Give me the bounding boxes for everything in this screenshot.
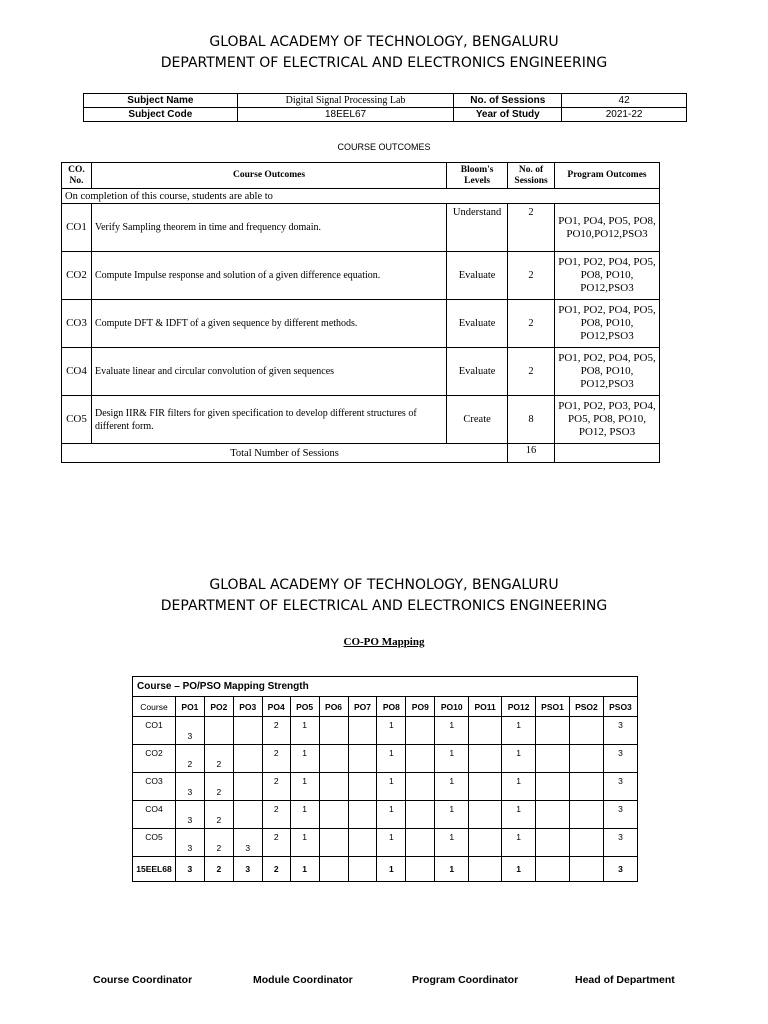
mapping-value-cell: 1 [377,829,406,857]
co-row [62,300,660,348]
mapping-value-cell: 1 [377,857,406,882]
co-row [62,252,660,300]
co-bloom-level: Create [447,396,508,444]
mapping-value-cell [569,829,603,857]
mapping-value-cell: 3 [175,773,204,801]
mapping-value-cell: 1 [290,857,319,882]
department-title: DEPARTMENT OF ELECTRICAL AND ELECTRONICS ENGINEERING [160,55,608,71]
mapping-value-cell [319,829,348,857]
year-label: Year of Study [454,108,562,122]
col-header: PO9 [406,697,435,717]
subject-name-label: Subject Name [84,94,238,108]
mapping-value-cell [569,801,603,829]
header-course-outcomes: Course Outcomes [91,163,446,189]
col-header: PO5 [290,697,319,717]
institute-title-2: GLOBAL ACADEMY OF TECHNOLOGY, BENGALURU [209,577,559,593]
co-bloom-level: Evaluate [447,300,508,348]
mapping-value-cell: 1 [502,829,536,857]
mapping-value-cell: 1 [290,829,319,857]
col-header: PSO1 [536,697,570,717]
mapping-row [133,857,638,882]
mapping-value-cell: 1 [502,773,536,801]
col-header: PO3 [233,697,262,717]
col-header: PSO3 [603,697,637,717]
mapping-value-cell [319,857,348,882]
mapping-value-cell [469,745,502,773]
co-po-mapping-table [132,676,638,882]
mapping-value-cell: 1 [290,745,319,773]
mapping-value-cell: 1 [435,717,469,745]
mapping-value-cell [233,773,262,801]
mapping-value-cell: 1 [435,857,469,882]
mapping-row [133,717,638,745]
mapping-row [133,801,638,829]
co-bloom-level: Evaluate [447,348,508,396]
mapping-value-cell: 1 [502,801,536,829]
co-description: Verify Sampling theorem in time and frequency domain. [91,204,446,252]
mapping-value-cell: 2 [262,801,290,829]
program-coordinator-label: Program Coordinator [412,974,519,986]
co-program-outcomes: PO1, PO2, PO4, PO5, PO8, PO10, PO12,PSO3 [555,300,660,348]
col-header: PO6 [319,697,348,717]
co-sessions: 8 [508,396,555,444]
mapping-value-cell [233,717,262,745]
header-blooms-levels: Bloom's Levels [447,163,508,189]
mapping-value-cell [319,745,348,773]
course-coordinator-label: Course Coordinator [93,974,193,986]
mapping-value-cell: 3 [175,801,204,829]
mapping-value-cell: 1 [377,745,406,773]
mapping-value-cell [536,717,570,745]
mapping-value-cell [348,717,377,745]
co-sessions: 2 [508,252,555,300]
mapping-value-cell: 2 [204,829,233,857]
co-program-outcomes: PO1, PO2, PO4, PO5, PO8, PO10, PO12,PSO3 [555,348,660,396]
mapping-value-cell [406,857,435,882]
col-header: PO8 [377,697,406,717]
col-header: PO4 [262,697,290,717]
co-po-mapping-title: CO-PO Mapping [343,636,425,648]
mapping-value-cell [348,773,377,801]
mapping-value-cell [348,857,377,882]
mapping-value-cell: 2 [204,801,233,829]
mapping-value-cell [536,801,570,829]
sessions-label: No. of Sessions [454,94,562,108]
co-sessions: 2 [508,204,555,252]
total-sessions-value: 16 [508,444,555,463]
mapping-value-cell [319,773,348,801]
mapping-value-cell: 1 [502,857,536,882]
mapping-value-cell: 3 [603,717,637,745]
mapping-value-cell: 1 [435,829,469,857]
co-bloom-level: Evaluate [447,252,508,300]
head-of-department-label: Head of Department [575,974,675,986]
co-number: CO2 [62,252,92,300]
mapping-value-cell: 1 [290,801,319,829]
co-sessions: 2 [508,348,555,396]
mapping-row [133,773,638,801]
co-program-outcomes: PO1, PO4, PO5, PO8, PO10,PO12,PSO3 [555,204,660,252]
mapping-course-cell: CO2 [133,745,176,773]
mapping-value-cell [233,801,262,829]
mapping-value-cell: 3 [175,857,204,882]
mapping-value-cell: 2 [204,857,233,882]
department-title-2: DEPARTMENT OF ELECTRICAL AND ELECTRONICS ENGINEERING [160,598,608,614]
course-outcomes-table [61,162,660,463]
co-row [62,396,660,444]
mapping-value-cell: 1 [290,717,319,745]
co-sessions: 2 [508,300,555,348]
mapping-value-cell [348,745,377,773]
mapping-value-cell: 3 [603,829,637,857]
mapping-value-cell: 1 [502,745,536,773]
mapping-value-cell: 1 [502,717,536,745]
co-description: Design IIR& FIR filters for given specification to develop different structures of different form. [91,396,446,444]
col-header: PSO2 [569,697,603,717]
mapping-course-cell: CO4 [133,801,176,829]
mapping-value-cell: 2 [175,745,204,773]
co-row [62,348,660,396]
mapping-value-cell: 2 [204,773,233,801]
mapping-value-cell: 3 [603,857,637,882]
mapping-value-cell: 3 [175,717,204,745]
sessions-value: 42 [562,94,687,108]
mapping-course-cell: 15EEL68 [133,857,176,882]
mapping-value-cell [319,801,348,829]
mapping-value-cell [569,717,603,745]
mapping-value-cell [536,857,570,882]
mapping-value-cell: 3 [233,857,262,882]
mapping-value-cell: 1 [435,773,469,801]
mapping-value-cell [536,829,570,857]
mapping-value-cell: 3 [603,773,637,801]
mapping-value-cell [319,717,348,745]
col-header: PO12 [502,697,536,717]
col-header: PO2 [204,697,233,717]
subject-code-label: Subject Code [84,108,238,122]
year-value: 2021-22 [562,108,687,122]
mapping-header-row [133,697,638,717]
subject-info-table [83,93,687,122]
mapping-value-cell: 3 [233,829,262,857]
col-header: PO11 [469,697,502,717]
mapping-value-cell [233,745,262,773]
total-sessions-label: Total Number of Sessions [62,444,508,463]
mapping-value-cell [204,717,233,745]
co-number: CO1 [62,204,92,252]
mapping-value-cell: 2 [262,829,290,857]
mapping-value-cell [348,829,377,857]
mapping-value-cell [406,717,435,745]
mapping-value-cell: 3 [603,745,637,773]
mapping-value-cell [569,857,603,882]
co-program-outcomes: PO1, PO2, PO4, PO5, PO8, PO10, PO12,PSO3 [555,252,660,300]
mapping-value-cell: 1 [435,801,469,829]
mapping-value-cell: 2 [262,857,290,882]
mapping-value-cell [569,745,603,773]
mapping-value-cell: 1 [290,773,319,801]
mapping-row [133,745,638,773]
mapping-table-title: Course – PO/PSO Mapping Strength [133,677,638,697]
mapping-value-cell [469,829,502,857]
header-program-outcomes: Program Outcomes [555,163,660,189]
mapping-value-cell: 2 [262,717,290,745]
intro-text: On completion of this course, students are able to [62,189,660,204]
mapping-value-cell: 1 [435,745,469,773]
header-co-no: CO. No. [62,163,92,189]
header-no-of-sessions: No. of Sessions [508,163,555,189]
mapping-value-cell: 2 [262,773,290,801]
mapping-value-cell [406,745,435,773]
mapping-value-cell [406,773,435,801]
mapping-value-cell [348,801,377,829]
co-program-outcomes: PO1, PO2, PO3, PO4, PO5, PO8, PO10, PO12, PSO3 [555,396,660,444]
mapping-value-cell [406,829,435,857]
total-empty-cell [555,444,660,463]
co-number: CO3 [62,300,92,348]
col-header: PO10 [435,697,469,717]
mapping-value-cell: 3 [603,801,637,829]
co-description: Compute DFT & IDFT of a given sequence by different methods. [91,300,446,348]
subject-name-value: Digital Signal Processing Lab [237,94,454,108]
module-coordinator-label: Module Coordinator [253,974,353,986]
mapping-course-cell: CO3 [133,773,176,801]
mapping-value-cell [469,857,502,882]
mapping-value-cell [406,801,435,829]
institute-title: GLOBAL ACADEMY OF TECHNOLOGY, BENGALURU [209,34,559,50]
mapping-value-cell: 1 [377,717,406,745]
co-row [62,204,660,252]
col-header: PO7 [348,697,377,717]
mapping-value-cell [536,745,570,773]
mapping-row [133,829,638,857]
co-number: CO5 [62,396,92,444]
co-description: Compute Impulse response and solution of a given difference equation. [91,252,446,300]
co-bloom-level: Understand [447,204,508,252]
course-outcomes-caption: COURSE OUTCOMES [337,142,431,152]
mapping-value-cell [469,717,502,745]
mapping-course-cell: CO1 [133,717,176,745]
mapping-value-cell: 3 [175,829,204,857]
mapping-value-cell [536,773,570,801]
mapping-value-cell: 2 [262,745,290,773]
mapping-value-cell [469,801,502,829]
mapping-course-cell: CO5 [133,829,176,857]
mapping-value-cell [469,773,502,801]
col-header: PO1 [175,697,204,717]
co-description: Evaluate linear and circular convolution of given sequences [91,348,446,396]
subject-code-value: 18EEL67 [237,108,454,122]
col-header: Course [133,697,176,717]
mapping-value-cell: 1 [377,801,406,829]
co-number: CO4 [62,348,92,396]
mapping-value-cell: 2 [204,745,233,773]
mapping-value-cell [569,773,603,801]
mapping-value-cell: 1 [377,773,406,801]
